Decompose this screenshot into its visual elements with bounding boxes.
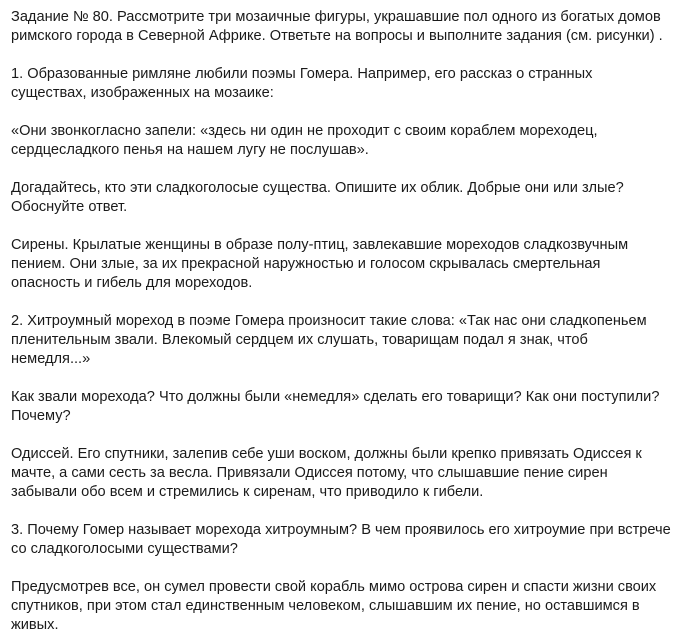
question-3: 3. Почему Гомер называет морехода хитроумным? В чем проявилось его хитроумие при встрече со сладкоголосыми существами? — [11, 522, 671, 557]
question-2-intro: 2. Хитроумный мореход в поэме Гомера произносит такие слова: «Так нас они сладкопеньем пленительным звали. Влекомый сердцем их слушать, товарищам подал я знак, чтоб немедля...» — [11, 313, 647, 367]
question-2: Как звали морехода? Что должны были «немедля» сделать его товарищи? Как они поступили? Почему? — [11, 389, 660, 424]
document-body — [11, 8, 671, 635]
task-heading: Задание № 80. Рассмотрите три мозаичные фигуры, украшавшие пол одного из богатых домов римского города в Северной Африке. Ответьте на вопросы и выполните задания (см. рисунки) . — [11, 9, 663, 44]
answer-1: Сирены. Крылатые женщины в образе полу-птиц, завлекавшие мореходов сладкозвучным пением. Они злые, за их прекрасной наружностью и голосом скрывалась смертельная опасность и гибель для мореходов. — [11, 237, 629, 291]
question-1-intro: 1. Образованные римляне любили поэмы Гомера. Например, его рассказ о странных существах, изображенных на мозаике: — [11, 66, 593, 101]
question-1: Догадайтесь, кто эти сладкоголосые существа. Опишите их облик. Добрые они или злые? Обоснуйте ответ. — [11, 180, 624, 215]
homer-quote-1: «Они звонкогласно запели: «здесь ни один не проходит с своим кораблем мореходец, сердцесладкого пенья на нашем лугу не послушав». — [11, 123, 598, 158]
answer-3: Предусмотрев все, он сумел провести свой корабль мимо острова сирен и спасти жизни своих спутников, при этом стал единственным человеком, слышавшим их пение, но оставшимся в живых. — [11, 579, 657, 633]
answer-2: Одиссей. Его спутники, залепив себе уши воском, должны были крепко привязать Одиссея к мачте, а сами сесть за весла. Привязали Одиссея потому, что слышавшие пение сирен забывали обо всем и стремились к сиренам, что приводило к гибели. — [11, 446, 642, 500]
